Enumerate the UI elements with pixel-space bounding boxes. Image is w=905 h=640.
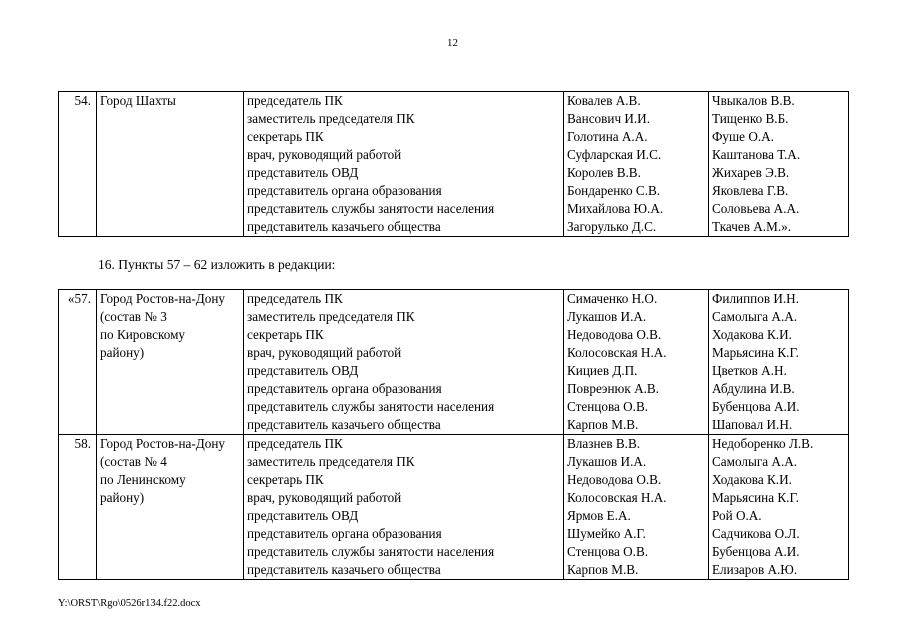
role-label: секретарь ПК xyxy=(247,472,324,487)
deputy-name: Соловьева А.А. xyxy=(712,201,800,216)
deputy-name: Абдулина И.В. xyxy=(712,381,795,396)
deputy-name: Елизаров А.Ю. xyxy=(712,562,798,577)
member-name: Влазнев В.В. xyxy=(567,436,641,451)
member-name: Повреэнюк А.В. xyxy=(567,381,659,396)
deputy-name: Ходакова К.И. xyxy=(712,327,792,342)
member-name: Стенцова О.В. xyxy=(567,544,649,559)
role-label: представитель службы занятости населения xyxy=(247,201,495,216)
roles-cell xyxy=(244,290,564,435)
role-label: представитель органа образования xyxy=(247,526,442,541)
deputy-name: Жихарев Э.В. xyxy=(712,165,790,180)
member-name: Голотина А.А. xyxy=(567,129,648,144)
territory-name-line: (состав № 3 xyxy=(100,309,167,324)
deputy-name: Тищенко В.Б. xyxy=(712,111,789,126)
role-label: представитель органа образования xyxy=(247,183,442,198)
members-cell xyxy=(564,435,709,580)
member-name: Карпов М.В. xyxy=(567,417,639,432)
member-name: Лукашов И.А. xyxy=(567,309,647,324)
row-number: 54. xyxy=(59,92,97,237)
commission-table-57-58 xyxy=(58,289,849,580)
member-name: Колосовская Н.А. xyxy=(567,490,667,505)
page-number: 12 xyxy=(447,37,458,49)
deputy-name: Бубенцова А.И. xyxy=(712,399,800,414)
deputy-name: Шаповал И.Н. xyxy=(712,417,793,432)
row-number: 58. xyxy=(59,435,97,580)
member-name: Бондаренко С.В. xyxy=(567,183,661,198)
territory-name-line: по Ленинскому xyxy=(100,472,186,487)
role-label: врач, руководящий работой xyxy=(247,345,402,360)
role-label: представитель ОВД xyxy=(247,508,359,523)
deputy-name: Каштанова Т.А. xyxy=(712,147,801,162)
role-label: секретарь ПК xyxy=(247,327,324,342)
member-name: Ковалев А.В. xyxy=(567,93,641,108)
member-name: Лукашов И.А. xyxy=(567,454,647,469)
territory-cell xyxy=(97,290,244,435)
role-label: заместитель председателя ПК xyxy=(247,454,415,469)
territory-name-line: району) xyxy=(100,490,145,505)
role-label: председатель ПК xyxy=(247,291,343,306)
territory-name-line: по Кировскому xyxy=(100,327,186,342)
members-cell xyxy=(564,92,709,237)
deputy-name: Яковлева Г.В. xyxy=(712,183,789,198)
deputy-name: Ходакова К.И. xyxy=(712,472,792,487)
role-label: представитель ОВД xyxy=(247,363,359,378)
members-cell xyxy=(564,290,709,435)
deputies-cell xyxy=(709,290,849,435)
deputies-cell xyxy=(709,435,849,580)
territory-name-line: району) xyxy=(100,345,145,360)
role-label: врач, руководящий работой xyxy=(247,147,402,162)
table-row xyxy=(59,290,849,435)
deputy-name: Садчикова О.Л. xyxy=(712,526,800,541)
deputy-name: Самолыга А.А. xyxy=(712,454,798,469)
territory-cell xyxy=(97,92,244,237)
roles-cell xyxy=(244,92,564,237)
deputy-name: Фуше О.А. xyxy=(712,129,774,144)
role-label: представитель службы занятости населения xyxy=(247,544,495,559)
member-name: Суфларская И.С. xyxy=(567,147,662,162)
territory-name-line: Город Ростов-на-Дону xyxy=(100,291,225,306)
member-name: Кициев Д.П. xyxy=(567,363,638,378)
commission-table-54 xyxy=(58,91,849,237)
file-path-footer: Y:\ORST\Rgo\0526r134.f22.docx xyxy=(58,598,201,609)
deputy-name: Рой О.А. xyxy=(712,508,762,523)
member-name: Недоводова О.В. xyxy=(567,327,662,342)
roles-cell xyxy=(244,435,564,580)
deputy-name: Марьясина К.Г. xyxy=(712,345,799,360)
role-label: врач, руководящий работой xyxy=(247,490,402,505)
table-row xyxy=(59,92,849,237)
territory-cell xyxy=(97,435,244,580)
role-label: председатель ПК xyxy=(247,93,343,108)
member-name: Вансович И.И. xyxy=(567,111,651,126)
role-label: представитель казачьего общества xyxy=(247,219,441,234)
member-name: Михайлова Ю.А. xyxy=(567,201,664,216)
role-label: заместитель председателя ПК xyxy=(247,111,415,126)
member-name: Ярмов Е.А. xyxy=(567,508,631,523)
deputy-name: Самолыга А.А. xyxy=(712,309,798,324)
role-label: председатель ПК xyxy=(247,436,343,451)
deputy-name: Недоборенко Л.В. xyxy=(712,436,814,451)
table-body xyxy=(59,92,849,237)
role-label: представитель службы занятости населения xyxy=(247,399,495,414)
member-name: Стенцова О.В. xyxy=(567,399,649,414)
table-body xyxy=(59,290,849,580)
member-name: Карпов М.В. xyxy=(567,562,639,577)
deputy-name: Цветков А.Н. xyxy=(712,363,787,378)
member-name: Колосовская Н.А. xyxy=(567,345,667,360)
member-name: Загорулько Д.С. xyxy=(567,219,657,234)
role-label: представитель органа образования xyxy=(247,381,442,396)
role-label: представитель казачьего общества xyxy=(247,562,441,577)
deputy-name: Филиппов И.Н. xyxy=(712,291,799,306)
member-name: Королев В.В. xyxy=(567,165,641,180)
role-label: заместитель председателя ПК xyxy=(247,309,415,324)
row-number: «57. xyxy=(59,290,97,435)
table-row xyxy=(59,435,849,580)
role-label: представитель ОВД xyxy=(247,165,359,180)
territory-name-line: Город Ростов-на-Дону xyxy=(100,436,225,451)
member-name: Симаченко Н.О. xyxy=(567,291,658,306)
deputies-cell xyxy=(709,92,849,237)
deputy-name: Ткачев А.М.». xyxy=(712,219,792,234)
territory-name-line: (состав № 4 xyxy=(100,454,167,469)
member-name: Недоводова О.В. xyxy=(567,472,662,487)
territory-name-line: Город Шахты xyxy=(100,93,176,108)
deputy-name: Марьясина К.Г. xyxy=(712,490,799,505)
deputy-name: Чвыкалов В.В. xyxy=(712,93,795,108)
deputy-name: Бубенцова А.И. xyxy=(712,544,800,559)
amendment-instruction: 16. Пункты 57 – 62 изложить в редакции: xyxy=(98,257,336,272)
member-name: Шумейко А.Г. xyxy=(567,526,646,541)
role-label: секретарь ПК xyxy=(247,129,324,144)
role-label: представитель казачьего общества xyxy=(247,417,441,432)
